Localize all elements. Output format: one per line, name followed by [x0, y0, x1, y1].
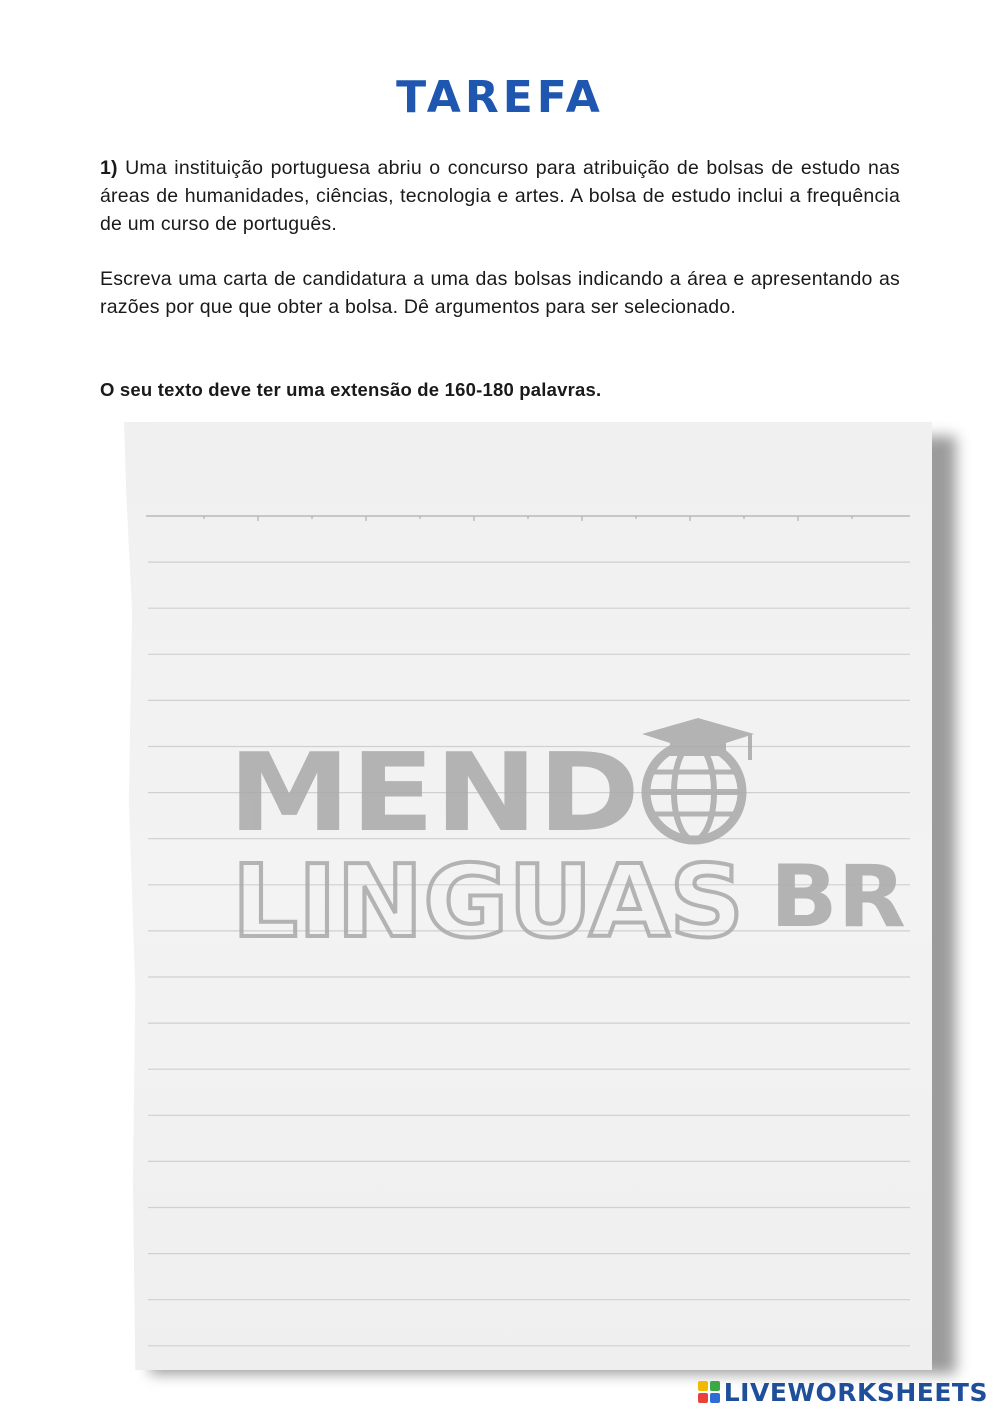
- liveworksheets-icon: [698, 1381, 720, 1403]
- word-count-requirement: O seu texto deve ter uma extensão de 160-180 palavras.: [100, 379, 602, 400]
- question-instruction: Escreva uma carta de candidatura a uma das bolsas indicando a área e apresentando as razões por que que obter a bolsa. Dê argumentos para ser selecionado.: [100, 268, 900, 318]
- watermark-mend: MEND: [228, 731, 640, 856]
- page-title: TAREFA: [396, 72, 604, 123]
- question-number: 1): [100, 157, 118, 179]
- watermark-linguas: LINGUAS: [232, 843, 744, 960]
- liveworksheets-brand: LIVEWORKSHEETS: [723, 1377, 988, 1407]
- question-intro: [100, 154, 900, 238]
- ruled-lines: [124, 422, 932, 1370]
- liveworksheets-logo[interactable]: [698, 1378, 988, 1406]
- question-intro-text: Uma instituição portuguesa abriu o concurso para atribuição de bolsas de estudo nas áreas de humanidades, ciências, tecnologia e artes. A bolsa de estudo inclui a frequência de um curso de português.: [100, 157, 900, 235]
- writing-paper[interactable]: [124, 422, 932, 1370]
- watermark-br: BR: [770, 847, 906, 947]
- graduation-globe-icon: [642, 718, 754, 840]
